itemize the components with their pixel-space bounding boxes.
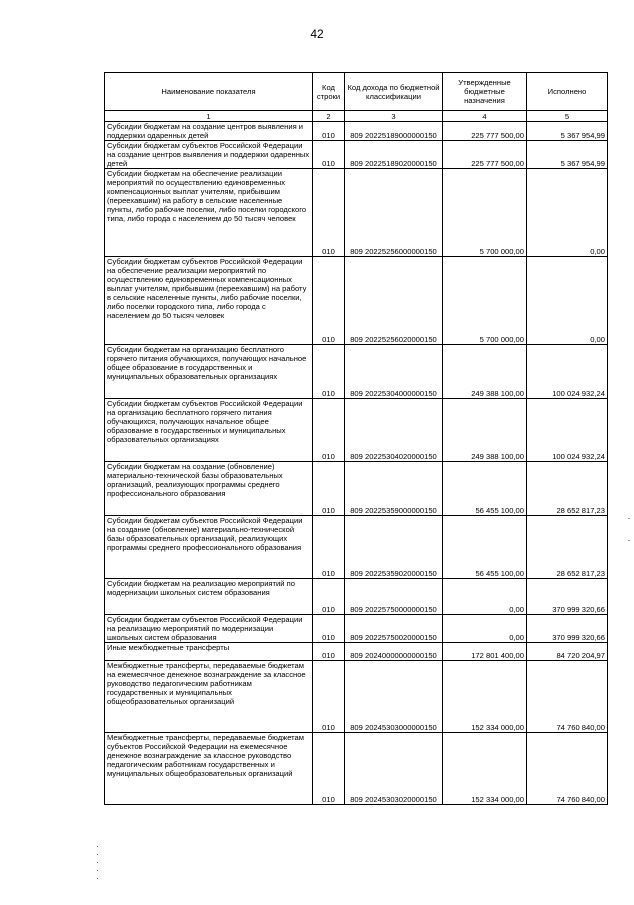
row-classification: 809 20245303000000150 (345, 661, 443, 733)
row-approved: 56 455 100,00 (443, 516, 527, 579)
row-classification: 809 20225750020000150 (345, 615, 443, 643)
row-approved: 225 777 500,00 (443, 141, 527, 169)
table-row (105, 579, 608, 615)
table-row (105, 615, 608, 643)
row-executed: 74 760 840,00 (527, 733, 608, 805)
scan-artifact-mark (628, 540, 630, 541)
row-approved: 249 388 100,00 (443, 345, 527, 399)
header-name: Наименование показателя (105, 73, 313, 111)
row-approved: 56 455 100,00 (443, 462, 527, 516)
page-number: 42 (310, 27, 324, 41)
row-code: 010 (313, 516, 345, 579)
column-number: 2 (313, 111, 345, 122)
row-classification: 809 20225750000000150 (345, 579, 443, 615)
table-row (105, 516, 608, 579)
row-name: Субсидии бюджетам субъектов Российской Федерации на обеспечение реализации мероприятий по осуществлению единовременных компенсационных выплат учителям, прибывшим (переехавшим) на работу в сельские населенные пункты, либо рабочие поселки, либо поселки городского типа, либо города с населением до 50 тысяч человек (105, 257, 313, 345)
row-name: Субсидии бюджетам на создание (обновление) материально-технической базы образовательных организаций, реализующих программы среднего профессионального образования (105, 462, 313, 516)
row-code: 010 (313, 257, 345, 345)
row-name: Субсидии бюджетам субъектов Российской Федерации на создание центров выявления и поддержки одаренных детей (105, 141, 313, 169)
row-executed: 5 367 954,99 (527, 122, 608, 141)
scan-artifact-dots (97, 846, 100, 886)
row-approved: 0,00 (443, 579, 527, 615)
row-classification: 809 20245303020000150 (345, 733, 443, 805)
column-number: 5 (527, 111, 608, 122)
row-code: 010 (313, 733, 345, 805)
header-approved: Утвержденные бюджетные назначения (443, 73, 527, 111)
row-classification: 809 20225304020000150 (345, 399, 443, 462)
row-executed: 5 367 954,99 (527, 141, 608, 169)
row-executed: 28 652 817,23 (527, 462, 608, 516)
table-row (105, 462, 608, 516)
row-name: Субсидии бюджетам на создание центров выявления и поддержки одаренных детей (105, 122, 313, 141)
row-approved: 0,00 (443, 615, 527, 643)
column-number-row (105, 111, 608, 122)
row-executed: 370 999 320,66 (527, 579, 608, 615)
row-executed: 28 652 817,23 (527, 516, 608, 579)
row-executed: 0,00 (527, 169, 608, 257)
row-name: Субсидии бюджетам субъектов Российской Федерации на создание (обновление) материально-технической базы образовательных организаций, реализующих программы среднего профессионального образования (105, 516, 313, 579)
row-name: Субсидии бюджетам субъектов Российской Федерации на реализацию мероприятий по модернизации школьных систем образования (105, 615, 313, 643)
row-name: Иные межбюджетные трансферты (105, 643, 313, 661)
table-row (105, 345, 608, 399)
row-executed: 0,00 (527, 257, 608, 345)
row-classification: 809 20225256000000150 (345, 169, 443, 257)
row-code: 010 (313, 345, 345, 399)
row-executed: 100 024 932,24 (527, 345, 608, 399)
column-number: 4 (443, 111, 527, 122)
row-approved: 172 801 400,00 (443, 643, 527, 661)
row-executed: 100 024 932,24 (527, 399, 608, 462)
row-name: Субсидии бюджетам на обеспечение реализации мероприятий по осуществлению единовременных компенсационных выплат учителям, прибывшим (переехавшим) на работу в сельские населенные пункты, либо рабочие поселки, либо поселки городского типа, либо города с населением до 50 тысяч человек (105, 169, 313, 257)
header-code: Код строки (313, 73, 345, 111)
table-row (105, 122, 608, 141)
row-code: 010 (313, 122, 345, 141)
row-approved: 249 388 100,00 (443, 399, 527, 462)
table-row (105, 257, 608, 345)
table-row (105, 169, 608, 257)
row-code: 010 (313, 615, 345, 643)
row-name: Субсидии бюджетам субъектов Российской Федерации на организацию бесплатного горячего питания обучающихся, получающих начальное общее образование в государственных и муниципальных образовательных организациях (105, 399, 313, 462)
row-executed: 74 760 840,00 (527, 661, 608, 733)
row-classification: 809 20225304000000150 (345, 345, 443, 399)
row-approved: 225 777 500,00 (443, 122, 527, 141)
table-row (105, 643, 608, 661)
row-code: 010 (313, 643, 345, 661)
row-classification: 809 20225359000000150 (345, 462, 443, 516)
row-classification: 809 20225189000000150 (345, 122, 443, 141)
header-executed: Исполнено (527, 73, 608, 111)
budget-execution-table (104, 72, 608, 805)
table-row (105, 733, 608, 805)
row-name: Межбюджетные трансферты, передаваемые бюджетам на ежемесячное денежное вознаграждение за классное руководство педагогическим работникам государственных и муниципальных общеобразовательных организаций (105, 661, 313, 733)
row-executed: 84 720 204,97 (527, 643, 608, 661)
header-classification: Код дохода по бюджетной классификации (345, 73, 443, 111)
row-approved: 5 700 000,00 (443, 257, 527, 345)
row-classification: 809 20225256020000150 (345, 257, 443, 345)
row-name: Субсидии бюджетам на реализацию мероприятий по модернизации школьных систем образования (105, 579, 313, 615)
column-number: 1 (105, 111, 313, 122)
row-code: 010 (313, 661, 345, 733)
row-executed: 370 999 320,66 (527, 615, 608, 643)
row-code: 010 (313, 399, 345, 462)
column-number: 3 (345, 111, 443, 122)
row-approved: 152 334 000,00 (443, 733, 527, 805)
row-approved: 5 700 000,00 (443, 169, 527, 257)
row-classification: 809 20225189020000150 (345, 141, 443, 169)
row-code: 010 (313, 579, 345, 615)
table-row (105, 661, 608, 733)
row-code: 010 (313, 141, 345, 169)
table-header-row (105, 73, 608, 111)
row-name: Межбюджетные трансферты, передаваемые бюджетам субъектов Российской Федерации на ежемесячное денежное вознаграждение за классное руководство педагогическим работникам государственных и муниципальных общеобразовательных организаций (105, 733, 313, 805)
row-classification: 809 20240000000000150 (345, 643, 443, 661)
table-row (105, 141, 608, 169)
scan-artifact-mark (628, 518, 630, 519)
table-row (105, 399, 608, 462)
row-classification: 809 20225359020000150 (345, 516, 443, 579)
row-code: 010 (313, 169, 345, 257)
row-approved: 152 334 000,00 (443, 661, 527, 733)
row-name: Субсидии бюджетам на организацию бесплатного горячего питания обучающихся, получающих начальное общее образование в государственных и муниципальных образовательных организациях (105, 345, 313, 399)
row-code: 010 (313, 462, 345, 516)
